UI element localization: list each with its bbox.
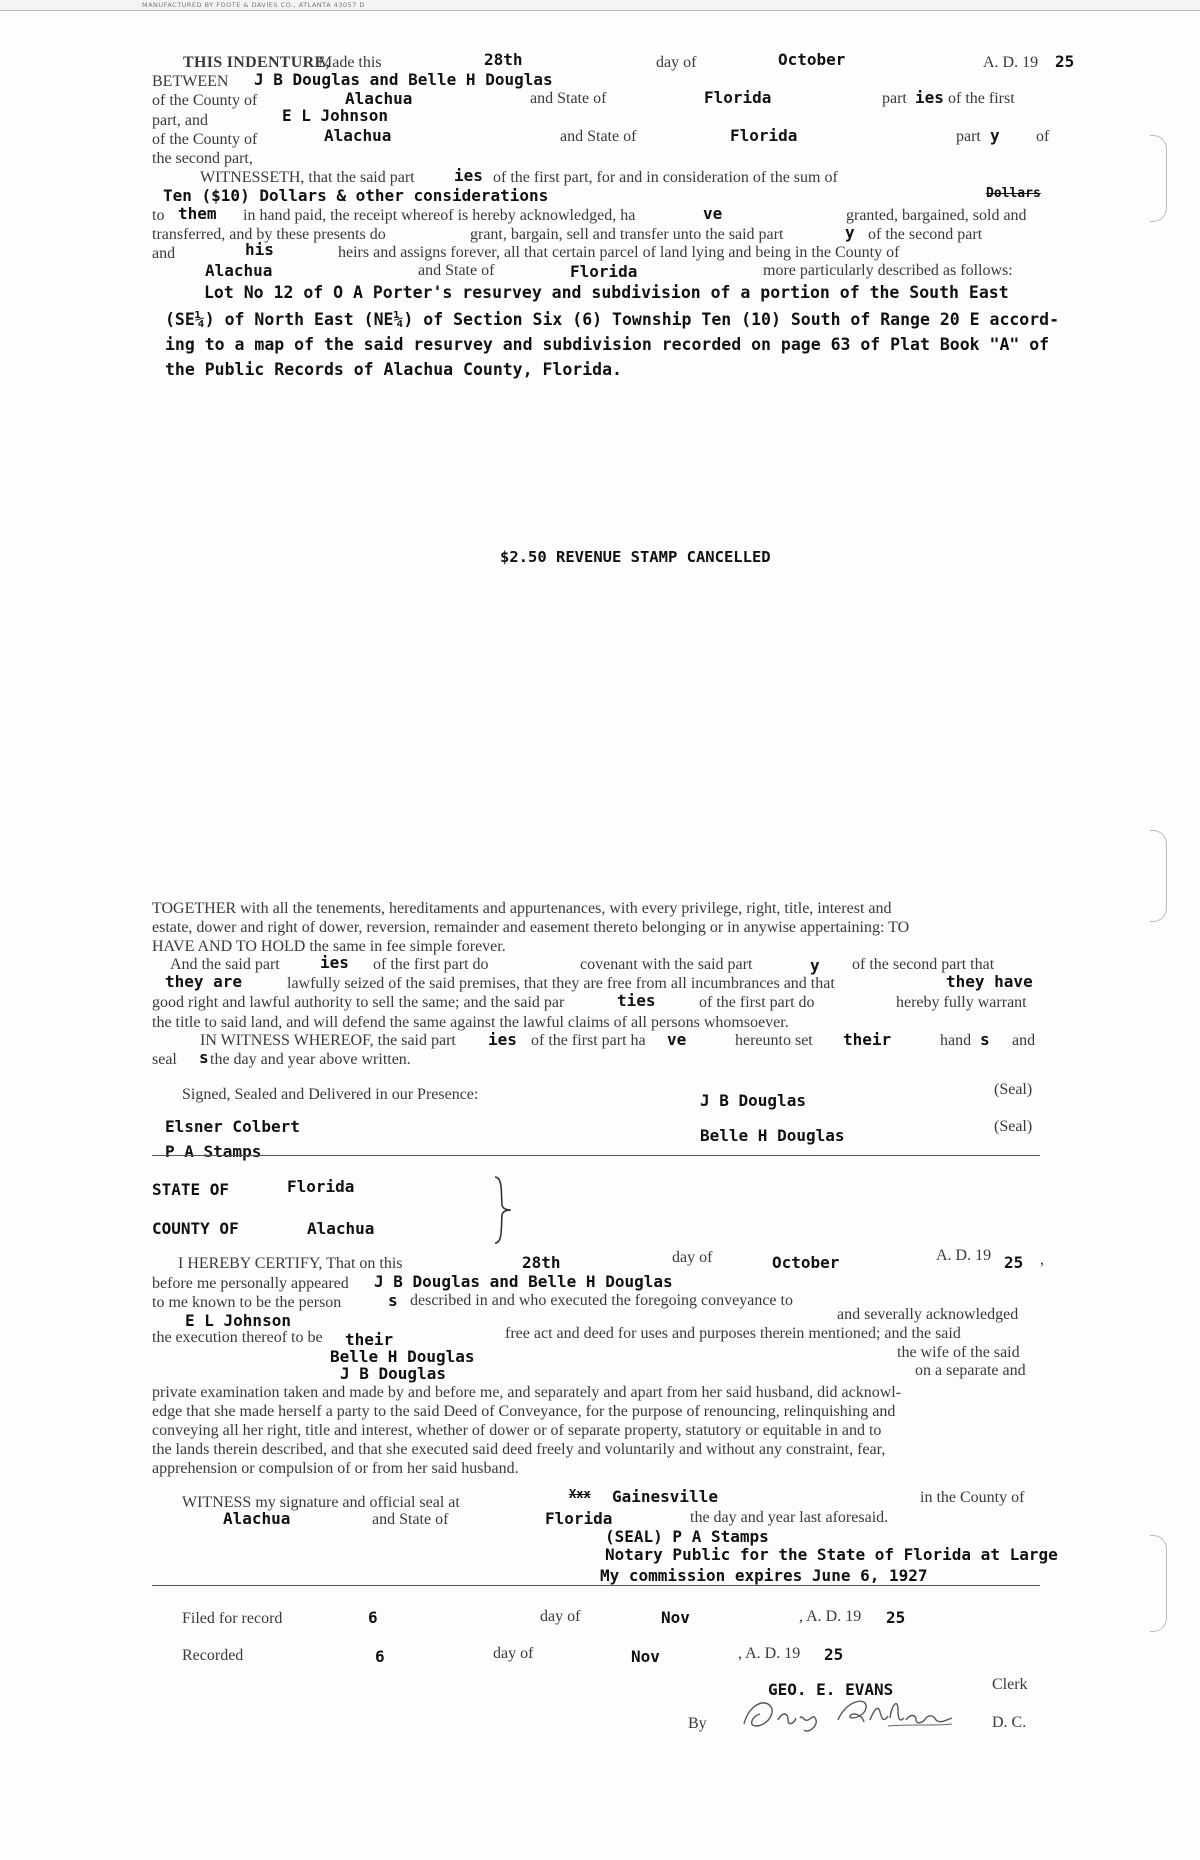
deputy-signature: [738, 1690, 1018, 1740]
together-line: TOGETHER with all the tenements, hereditaments and appurtenances, with every privilege, right, title, interest and: [152, 900, 892, 917]
state-3: Florida: [570, 262, 638, 281]
signer-2: Belle H Douglas: [700, 1126, 845, 1145]
day-of: day of: [656, 54, 697, 71]
free-act: free act and deed for uses and purposes therein mentioned; and the said: [505, 1325, 961, 1342]
seal-label-2: (Seal): [994, 1118, 1033, 1135]
party-pre: part: [956, 128, 981, 145]
grantee: E L Johnson: [282, 106, 388, 125]
appeared-names: J B Douglas and Belle H Douglas: [374, 1272, 673, 1291]
known-fill: s: [388, 1291, 398, 1310]
legal-line: (SE¼) of North East (NE¼) of Section Six (6) Township Ten (10) South of Range 20 E accord-: [165, 310, 1060, 329]
ack-para-line: edge that she made herself a party to the said Deed of Conveyance, for the purpose of renouncing, relinquishing and: [152, 1403, 896, 1420]
signer-1: J B Douglas: [700, 1091, 806, 1110]
witnesseth-fill: ies: [454, 166, 483, 185]
before-me: before me personally appeared: [152, 1275, 349, 1292]
hand: hand: [940, 1032, 972, 1049]
top-edge: [0, 0, 1200, 11]
execution-pre: the execution thereof to be: [152, 1329, 323, 1346]
to-word: to: [152, 207, 165, 224]
witness-pre: IN WITNESS WHEREOF, the said part: [200, 1032, 456, 1049]
in-hand-paid: in hand paid, the receipt whereof is hereby acknowledged, ha: [243, 207, 636, 224]
witness-1: Elsner Colbert: [165, 1117, 300, 1136]
struck-dollars: [986, 186, 1041, 201]
county-of-value: Alachua: [307, 1219, 375, 1238]
ack-and-state: and State of: [372, 1511, 449, 1528]
seal-post: the day and year above written.: [210, 1051, 411, 1068]
manufacturer-line: MANUFACTURED BY FOOTE & DAVIES CO., ATLANTA 43057 D: [142, 1, 365, 9]
together-line: estate, dower and right of dower, reversion, remainder and easement thereto belonging or in anywise appertaining: TO: [152, 919, 910, 936]
witness-sig-pre: WITNESS my signature and official seal at: [182, 1494, 460, 1511]
by-label: By: [688, 1715, 707, 1732]
between-label: BETWEEN: [152, 73, 229, 90]
revenue-stamp: $2.50 REVENUE STAMP CANCELLED: [500, 548, 771, 566]
ack-month: October: [772, 1253, 840, 1272]
signature-rule: [152, 1155, 1040, 1156]
separate: on a separate and: [915, 1362, 1026, 1379]
part-and: part, and: [152, 112, 208, 129]
struck-dollars-text: Dollars: [986, 186, 1041, 201]
filed-day: 6: [368, 1608, 378, 1627]
seal-word: seal: [152, 1051, 177, 1068]
county-1: Alachua: [345, 89, 413, 108]
year-filled: 25: [1055, 52, 1075, 71]
of-word: of: [1036, 128, 1050, 145]
they-are: they are: [165, 972, 243, 991]
curly-brace: [493, 1175, 513, 1245]
them: them: [178, 204, 217, 223]
more-particularly: more particularly described as follows:: [763, 262, 1013, 279]
certify-pre: I HEREBY CERTIFY, That on this: [178, 1255, 403, 1272]
known-post: described in and who executed the foregoing conveyance to: [410, 1292, 793, 1309]
known-pre: to me known to be the person: [152, 1294, 342, 1311]
granted-text: granted, bargained, sold and: [846, 207, 1027, 224]
clerk-name: GEO. E. EVANS: [768, 1680, 894, 1699]
covenant-pre: And the said part: [170, 956, 280, 973]
clerk-label: Clerk: [992, 1676, 1028, 1693]
notary-line: Notary Public for the State of Florida at Large: [605, 1545, 1058, 1564]
ack-para-line: apprehension or compulsion of or from her said husband.: [152, 1460, 519, 1477]
county-of-label: COUNTY OF: [152, 1219, 239, 1238]
day-year-last: the day and year last aforesaid.: [690, 1509, 889, 1526]
binder-mark: [1150, 830, 1167, 922]
ack-para-line: private examination taken and made by and before me, and separately and apart from her said husband, did acknowl-: [152, 1384, 902, 1401]
in-county-of: in the County of: [920, 1489, 1025, 1506]
and-state-label-2: and State of: [560, 128, 637, 145]
filed-day-of: day of: [540, 1608, 581, 1625]
commission: My commission expires June 6, 1927: [600, 1566, 928, 1585]
witness-fill: ies: [488, 1030, 517, 1049]
husband-name: J B Douglas: [340, 1364, 446, 1383]
ack-grantee: E L Johnson: [185, 1311, 291, 1330]
his: his: [245, 240, 274, 259]
and-state-label: and State of: [530, 90, 607, 107]
made-this: Made this: [318, 54, 382, 71]
filed-month: Nov: [661, 1608, 690, 1627]
hereby: hereby fully warrant: [896, 994, 1027, 1011]
recorded-year: 25: [824, 1645, 844, 1664]
and-state-label-3: and State of: [418, 262, 495, 279]
ack-day-of: day of: [672, 1249, 713, 1266]
ack-year: 25: [1004, 1253, 1024, 1272]
recorded-ad: , A. D. 19: [738, 1645, 801, 1662]
covenant-mid2: covenant with the said part: [580, 956, 753, 973]
seal-notary: (SEAL) P A Stamps: [605, 1527, 769, 1546]
ack-state-2: Florida: [545, 1509, 613, 1528]
good-right-fill: ties: [617, 991, 656, 1010]
lawfully: lawfully seized of the said premises, that they are free from all incumbrances and that: [287, 975, 835, 992]
of-the-first: of the first: [948, 90, 1015, 107]
seal-fill: s: [199, 1048, 209, 1067]
city-struck-text: Xxx: [569, 1487, 591, 1501]
signed-sealed: Signed, Sealed and Delivered in our Presence:: [182, 1086, 479, 1103]
witness-mid2: hereunto set: [735, 1032, 813, 1049]
wife-of: the wife of the said: [897, 1344, 1020, 1361]
hand-fill: s: [980, 1030, 990, 1049]
covenant-mid: of the first part do: [373, 956, 489, 973]
parties-pre: part: [882, 90, 907, 107]
transferred-mid: grant, bargain, sell and transfer unto the said part: [470, 226, 784, 243]
binder-mark: [1150, 1535, 1167, 1632]
good-right: good right and lawful authority to sell the same; and the said par: [152, 994, 565, 1011]
filed-year: 25: [886, 1608, 906, 1627]
ack-their: their: [345, 1330, 394, 1349]
month-filled: October: [778, 50, 846, 69]
ack-para-line: the lands therein described, and that she executed said deed freely and voluntarily and without any constraint, fear,: [152, 1441, 886, 1458]
witnesseth-post: of the first part, for and in consideration of the sum of: [493, 169, 838, 186]
witness-mid: of the first part ha: [531, 1032, 646, 1049]
second-part: the second part,: [152, 150, 253, 167]
have-fill: ve: [703, 204, 723, 223]
filed-label: Filed for record: [182, 1610, 283, 1627]
witness-fill2: ve: [667, 1030, 687, 1049]
their: their: [843, 1030, 892, 1049]
good-right-post: of the first part do: [699, 994, 815, 1011]
state-2: Florida: [730, 126, 798, 145]
witnesseth-pre: WITNESSETH, that the said part: [200, 169, 415, 186]
of-county-label-2: of the County of: [152, 131, 258, 148]
of-county-label: of the County of: [152, 92, 258, 109]
city-struck: [569, 1487, 591, 1501]
severally: and severally acknowledged: [837, 1306, 1019, 1323]
state-of-label: STATE OF: [152, 1180, 230, 1199]
county-3: Alachua: [205, 261, 273, 280]
covenant-post: of the second part that: [852, 956, 995, 973]
ad19: A. D. 19: [983, 54, 1039, 71]
ack-rule: [152, 1585, 1040, 1586]
covenant-fill: ies: [320, 953, 349, 972]
dc-label: D. C.: [992, 1714, 1027, 1731]
recorded-label: Recorded: [182, 1647, 244, 1664]
they-have: they have: [946, 972, 1033, 991]
legal-line: the Public Records of Alachua County, Florida.: [165, 360, 622, 379]
transferred-post: of the second part: [868, 226, 983, 243]
covenant-fill2: y: [810, 956, 820, 975]
consideration: Ten ($10) Dollars & other considerations: [163, 186, 549, 205]
and-word: and: [152, 245, 176, 262]
ack-para-line: conveying all her right, title and interest, whether of dower or of separate property, statutory or equitable in and to: [152, 1422, 882, 1439]
legal-line: Lot No 12 of O A Porter's resurvey and subdivision of a portion of the South East: [204, 283, 1009, 302]
day-filled: 28th: [484, 50, 523, 69]
ack-county-2: Alachua: [223, 1509, 291, 1528]
legal-line: ing to a map of the said resurvey and subdivision recorded on page 63 of Plat Book "A" of: [165, 335, 1050, 354]
state-1: Florida: [704, 88, 772, 107]
transferred-pre: transferred, and by these presents do: [152, 226, 386, 243]
wife-name: Belle H Douglas: [330, 1347, 475, 1366]
recorded-day: 6: [375, 1647, 385, 1666]
grantors: J B Douglas and Belle H Douglas: [254, 70, 553, 89]
seal-label-1: (Seal): [994, 1081, 1033, 1098]
binder-mark: [1150, 135, 1167, 222]
ack-ad19: A. D. 19: [936, 1247, 992, 1264]
together-line: HAVE AND TO HOLD the same in fee simple forever.: [152, 938, 506, 955]
ack-city: Gainesville: [612, 1487, 718, 1506]
filed-ad: , A. D. 19: [799, 1608, 862, 1625]
title-line: the title to said land, and will defend the same against the lawful claims of all persons whomsoever.: [152, 1014, 789, 1031]
heirs-text: heirs and assigns forever, all that certain parcel of land lying and being in the County of: [338, 244, 900, 261]
witness-2: P A Stamps: [165, 1142, 262, 1161]
ack-day: 28th: [522, 1253, 561, 1272]
county-2: Alachua: [324, 126, 392, 145]
party-fill: y: [990, 126, 1000, 145]
parties-fill: ies: [915, 88, 944, 107]
indenture-label: THIS INDENTURE,: [183, 54, 330, 71]
state-of-value: Florida: [287, 1177, 355, 1196]
ack-comma: ,: [1040, 1251, 1044, 1268]
transferred-fill: y: [845, 223, 855, 242]
recorded-month: Nov: [631, 1647, 660, 1666]
and-word-2: and: [1012, 1032, 1036, 1049]
recorded-day-of: day of: [493, 1645, 534, 1662]
